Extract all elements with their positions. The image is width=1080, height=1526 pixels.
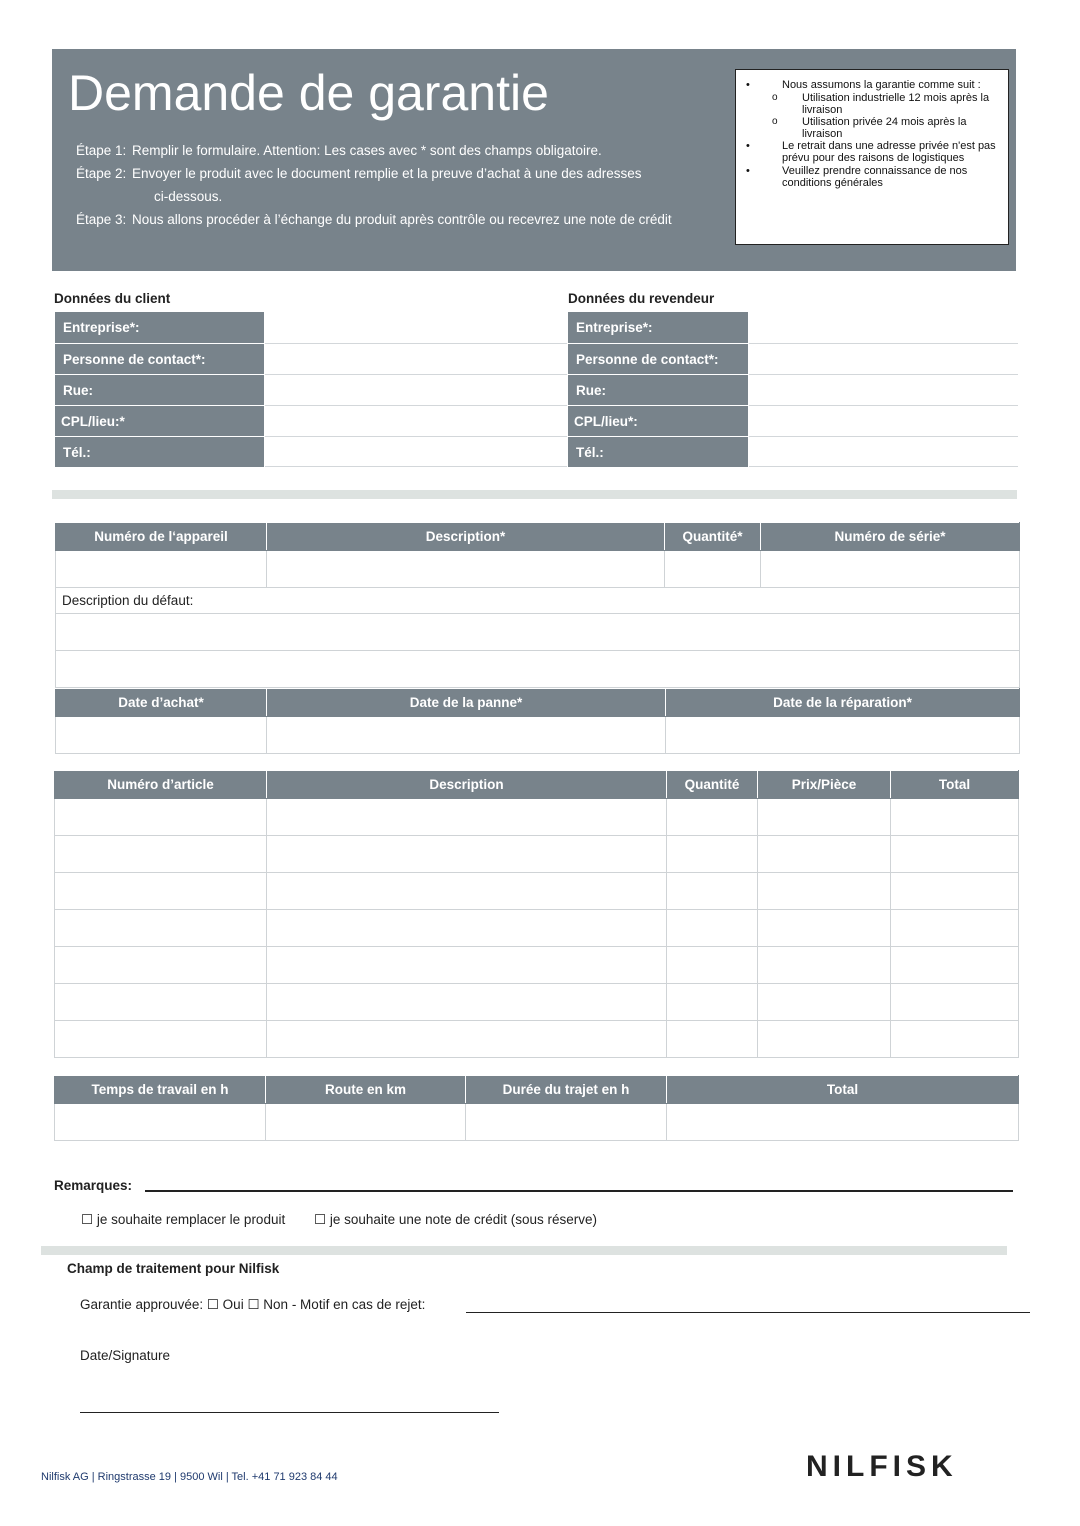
article-quantity-cell[interactable] — [667, 1021, 758, 1058]
article-description-cell[interactable] — [267, 873, 667, 910]
client-phone-label: Tél.: — [55, 437, 264, 467]
article-price-cell[interactable] — [758, 799, 891, 836]
article-description-cell[interactable] — [267, 799, 667, 836]
article-quantity-cell[interactable] — [667, 910, 758, 947]
article-description-header: Description — [267, 771, 667, 799]
article-total-cell[interactable] — [891, 910, 1019, 947]
article-number-header: Numéro d’article — [55, 771, 267, 799]
header-banner — [52, 49, 1016, 271]
device-input-row — [56, 551, 1020, 588]
section-divider — [41, 1246, 1007, 1255]
work-table — [54, 1075, 1019, 1141]
article-price-cell[interactable] — [758, 947, 891, 984]
client-street-label: Rue: — [55, 375, 264, 405]
defect-description-label: Description du défaut: — [56, 588, 1020, 614]
article-description-cell[interactable] — [267, 836, 667, 873]
article-description-cell[interactable] — [267, 1021, 667, 1058]
device-header-row — [56, 523, 1020, 551]
article-total-cell[interactable] — [891, 836, 1019, 873]
remarks-input-line[interactable] — [145, 1190, 1013, 1192]
defect-input-row — [56, 614, 1020, 651]
work-hours-header: Temps de travail en h — [55, 1076, 266, 1104]
page-title: Demande de garantie — [68, 65, 549, 121]
article-description-cell[interactable] — [267, 910, 667, 947]
failure-date-header: Date de la panne* — [267, 689, 666, 717]
table-row — [55, 984, 1019, 1021]
client-company-field[interactable] — [265, 343, 567, 344]
processing-section-title: Champ de traitement pour Nilfisk — [67, 1261, 280, 1276]
device-description-header: Description* — [267, 523, 665, 551]
table-row — [55, 947, 1019, 984]
defect-input-row — [56, 651, 1020, 688]
nilfisk-logo: NILFISK — [806, 1450, 958, 1483]
circle-bullet-icon: o — [772, 116, 778, 127]
dealer-contact-label: Personne de contact*: — [568, 344, 748, 374]
rejection-reason-line[interactable] — [466, 1312, 1030, 1313]
client-phone-field[interactable] — [265, 466, 567, 467]
work-header-row — [55, 1076, 1019, 1104]
article-quantity-cell[interactable] — [667, 873, 758, 910]
steps-list — [76, 139, 672, 231]
dealer-section-title: Données du revendeur — [568, 291, 715, 306]
dealer-contact-field[interactable] — [749, 374, 1018, 375]
failure-date-cell[interactable] — [267, 717, 666, 754]
section-divider — [52, 490, 1017, 499]
info-sub-bullet: o Utilisation privée 24 mois après la livraison — [772, 116, 967, 140]
dates-table — [55, 688, 1020, 754]
client-company-label: Entreprise*: — [55, 312, 264, 343]
device-serial-header: Numéro de série* — [761, 523, 1020, 551]
article-total-cell[interactable] — [891, 947, 1019, 984]
article-price-cell[interactable] — [758, 984, 891, 1021]
bullet-icon: • — [746, 79, 750, 91]
replace-product-checkbox[interactable]: ☐ je souhaite remplacer le produit — [81, 1212, 286, 1227]
article-number-cell[interactable] — [55, 873, 267, 910]
article-description-cell[interactable] — [267, 984, 667, 1021]
article-number-cell[interactable] — [55, 799, 267, 836]
dealer-city-label: CPL/lieu*: — [568, 406, 748, 436]
footer-address: Nilfisk AG | Ringstrasse 19 | 9500 Wil | Tel. +41 71 923 84 44 — [41, 1471, 338, 1483]
dealer-company-field[interactable] — [749, 343, 1018, 344]
article-number-cell[interactable] — [55, 984, 267, 1021]
remarks-label: Remarques: — [54, 1178, 133, 1193]
dealer-company-label: Entreprise*: — [568, 312, 748, 343]
date-signature-label: Date/Signature — [80, 1348, 171, 1363]
repair-date-header: Date de la réparation* — [666, 689, 1020, 717]
defect-description-cell[interactable] — [56, 651, 1020, 688]
device-quantity-header: Quantité* — [665, 523, 761, 551]
device-description-cell[interactable] — [267, 551, 665, 588]
articles-header-row — [55, 771, 1019, 799]
article-price-cell[interactable] — [758, 1021, 891, 1058]
info-bullet: • Veuillez prendre connaissance de nos conditions générales — [746, 165, 968, 189]
purchase-date-cell[interactable] — [56, 717, 267, 754]
warranty-info-box — [735, 69, 1009, 245]
dealer-street-label: Rue: — [568, 375, 748, 405]
article-total-cell[interactable] — [891, 799, 1019, 836]
defect-label-row — [56, 588, 1020, 614]
bullet-icon: • — [746, 140, 750, 152]
route-km-cell[interactable] — [266, 1104, 466, 1141]
article-total-cell[interactable] — [891, 873, 1019, 910]
work-total-header: Total — [667, 1076, 1019, 1104]
purchase-date-header: Date d’achat* — [56, 689, 267, 717]
info-bullet: • Nous assumons la garantie comme suit : — [746, 79, 981, 91]
step-2-continued: ci-dessous. — [154, 189, 223, 204]
article-quantity-cell[interactable] — [667, 947, 758, 984]
circle-bullet-icon: o — [772, 92, 778, 103]
travel-time-header: Durée du trajet en h — [466, 1076, 667, 1104]
step-2: Étape 2: Envoyer le produit avec le document remplie et la preuve d’achat à une des adresses — [76, 166, 642, 181]
dates-header-row — [56, 689, 1020, 717]
article-description-cell[interactable] — [267, 947, 667, 984]
credit-note-checkbox[interactable]: ☐ je souhaite une note de crédit (sous réserve) — [314, 1212, 598, 1227]
article-number-cell[interactable] — [55, 947, 267, 984]
article-price-cell[interactable] — [758, 910, 891, 947]
device-number-cell[interactable] — [56, 551, 267, 588]
article-number-cell[interactable] — [55, 1021, 267, 1058]
article-number-cell[interactable] — [55, 836, 267, 873]
article-total-cell[interactable] — [891, 1021, 1019, 1058]
articles-table — [54, 770, 1019, 1058]
article-total-header: Total — [891, 771, 1019, 799]
client-street-field[interactable] — [265, 405, 567, 406]
route-km-header: Route en km — [266, 1076, 466, 1104]
client-city-label: CPL/lieu:* — [55, 406, 264, 436]
article-quantity-cell[interactable] — [667, 799, 758, 836]
repair-date-cell[interactable] — [666, 717, 1020, 754]
work-input-row — [55, 1104, 1019, 1141]
device-quantity-cell[interactable] — [665, 551, 761, 588]
article-number-cell[interactable] — [55, 910, 267, 947]
work-total-cell[interactable] — [667, 1104, 1019, 1141]
article-total-cell[interactable] — [891, 984, 1019, 1021]
step-3: Étape 3: Nous allons procéder à l’échange du produit après contrôle ou recevrez une note de crédit — [76, 212, 672, 227]
client-section-title: Données du client — [54, 291, 171, 306]
dealer-street-field[interactable] — [749, 405, 1018, 406]
bullet-icon: • — [746, 165, 750, 177]
article-price-cell[interactable] — [758, 873, 891, 910]
work-hours-cell[interactable] — [55, 1104, 266, 1141]
table-row — [55, 799, 1019, 836]
article-quantity-cell[interactable] — [667, 984, 758, 1021]
table-row — [55, 836, 1019, 873]
table-row — [55, 1021, 1019, 1058]
article-quantity-cell[interactable] — [667, 836, 758, 873]
device-table — [55, 522, 1020, 688]
dealer-city-field[interactable] — [749, 436, 1018, 437]
defect-description-cell[interactable] — [56, 614, 1020, 651]
warranty-approval-line[interactable]: Garantie approuvée: ☐ Oui ☐ Non - Motif en cas de rejet: — [80, 1297, 426, 1312]
dealer-phone-label: Tél.: — [568, 437, 748, 467]
client-city-field[interactable] — [265, 436, 567, 437]
article-quantity-header: Quantité — [667, 771, 758, 799]
table-row — [55, 873, 1019, 910]
table-row — [55, 910, 1019, 947]
device-serial-cell[interactable] — [761, 551, 1020, 588]
travel-time-cell[interactable] — [466, 1104, 667, 1141]
client-contact-label: Personne de contact*: — [55, 344, 264, 374]
article-price-cell[interactable] — [758, 836, 891, 873]
signature-line[interactable] — [80, 1412, 499, 1413]
step-1: Étape 1: Remplir le formulaire. Attention: Les cases avec * sont des champs obligatoire. — [76, 143, 602, 158]
device-number-header: Numéro de l‘appareil — [56, 523, 267, 551]
article-price-header: Prix/Pièce — [758, 771, 891, 799]
dates-input-row — [56, 717, 1020, 754]
info-sub-bullet: o Utilisation industrielle 12 mois après la livraison — [772, 92, 990, 116]
info-bullet: • Le retrait dans une adresse privée n'est pas prévu pour des raisons de logistiques — [746, 140, 996, 164]
client-contact-field[interactable] — [265, 374, 567, 375]
dealer-phone-field[interactable] — [749, 466, 1018, 467]
